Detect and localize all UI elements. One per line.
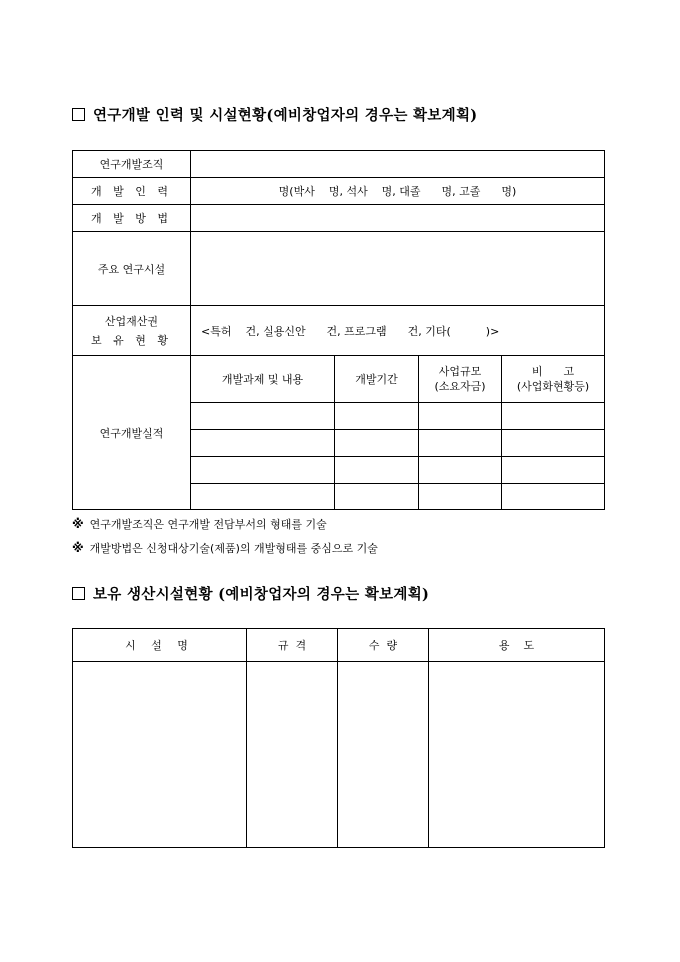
result-cell[interactable] xyxy=(419,484,502,510)
use-cell[interactable] xyxy=(429,662,605,848)
result-cell[interactable] xyxy=(191,430,335,457)
section1-heading xyxy=(72,104,477,125)
result-cell[interactable] xyxy=(191,484,335,510)
result-cell[interactable] xyxy=(502,457,605,484)
section1-title: 연구개발 인력 및 시설현황(예비창업자의 경우는 확보계획) xyxy=(93,107,478,124)
ip-label xyxy=(73,306,191,356)
method-value-cell[interactable] xyxy=(191,205,605,232)
result-cell[interactable] xyxy=(502,403,605,430)
note-2 xyxy=(72,540,378,556)
staff-label: 개 발 인 력 xyxy=(73,178,191,205)
result-cell[interactable] xyxy=(502,484,605,510)
quantity-cell[interactable] xyxy=(338,662,429,848)
remark-line2: (사업화현황등) xyxy=(516,380,590,393)
org-value-cell[interactable] xyxy=(191,151,605,178)
header-spec: 규 격 xyxy=(247,629,338,662)
ip-value[interactable]: <특허 건, 실용신안 건, 프로그램 건, 기타( )> xyxy=(191,306,605,356)
section2-title: 보유 생산시설현황 (예비창업자의 경우는 확보계획) xyxy=(93,586,430,603)
method-label: 개 발 방 법 xyxy=(73,205,191,232)
header-facility-name: 시 설 명 xyxy=(73,629,247,662)
table-row xyxy=(73,662,605,848)
result-cell[interactable] xyxy=(502,430,605,457)
result-cell[interactable] xyxy=(419,457,502,484)
scale-line2: (소요자금) xyxy=(434,380,486,393)
facility-label: 주요 연구시설 xyxy=(73,232,191,306)
result-cell[interactable] xyxy=(419,430,502,457)
rnd-table xyxy=(72,150,605,510)
result-cell[interactable] xyxy=(191,403,335,430)
ip-label-line2: 보 유 현 황 xyxy=(91,333,172,347)
ip-label-line1: 산업재산권 xyxy=(104,314,159,328)
reference-mark-icon: ※ xyxy=(72,541,84,555)
result-cell[interactable] xyxy=(335,457,419,484)
result-cell[interactable] xyxy=(419,403,502,430)
reference-mark-icon: ※ xyxy=(72,517,84,531)
scale-line1: 사업규모 xyxy=(438,365,482,378)
results-header-remark xyxy=(502,356,605,403)
square-bullet-icon xyxy=(72,108,85,121)
square-bullet-icon xyxy=(72,587,85,600)
production-facility-table xyxy=(72,628,605,848)
org-label: 연구개발조직 xyxy=(73,151,191,178)
result-cell[interactable] xyxy=(335,403,419,430)
results-label: 연구개발실적 xyxy=(73,356,191,510)
staff-value[interactable]: 명(박사 명, 석사 명, 대졸 명, 고졸 명) xyxy=(191,178,605,205)
note-2-text: 개발방법은 신청대상기술(제품)의 개발형태를 중심으로 기술 xyxy=(89,542,378,555)
facility-name-cell[interactable] xyxy=(73,662,247,848)
facility-value-cell[interactable] xyxy=(191,232,605,306)
result-cell[interactable] xyxy=(335,430,419,457)
spec-cell[interactable] xyxy=(247,662,338,848)
results-header-task: 개발과제 및 내용 xyxy=(191,356,335,403)
results-header-period: 개발기간 xyxy=(335,356,419,403)
results-header-scale xyxy=(419,356,502,403)
header-use: 용 도 xyxy=(429,629,605,662)
section2-heading xyxy=(72,583,429,604)
note-1-text: 연구개발조직은 연구개발 전담부서의 형태를 기술 xyxy=(89,518,327,531)
note-1 xyxy=(72,516,327,532)
result-cell[interactable] xyxy=(191,457,335,484)
header-quantity: 수 량 xyxy=(338,629,429,662)
result-cell[interactable] xyxy=(335,484,419,510)
remark-line1: 비 고 xyxy=(531,365,575,378)
